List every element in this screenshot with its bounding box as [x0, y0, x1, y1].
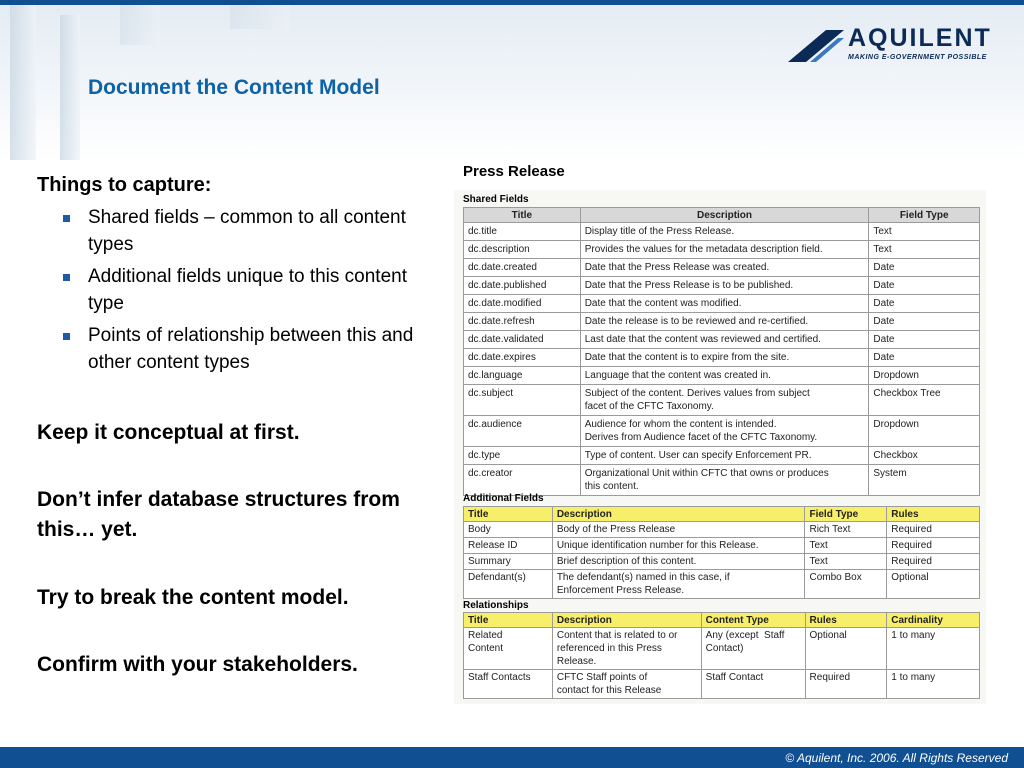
statement-break: Try to break the content model. — [37, 586, 349, 609]
table-row — [464, 447, 980, 465]
column-header: Description — [580, 208, 869, 223]
table-cell: Body — [464, 522, 553, 538]
table-cell: System — [869, 465, 980, 496]
square-bullet-icon — [63, 215, 70, 222]
table-cell: Required — [887, 522, 980, 538]
table-cell: Date that the content was modified. — [580, 295, 869, 313]
table-cell: dc.audience — [464, 416, 581, 447]
table-row — [464, 522, 980, 538]
column-header: Field Type — [805, 507, 887, 522]
decorative-column — [120, 5, 160, 45]
table-cell: dc.date.validated — [464, 331, 581, 349]
relationships-caption: Relationships — [463, 600, 529, 611]
table-cell: dc.creator — [464, 465, 581, 496]
table-row — [464, 331, 980, 349]
column-header: Title — [464, 507, 553, 522]
table-row — [464, 295, 980, 313]
slide-title: Document the Content Model — [88, 76, 380, 99]
table-cell: Date — [869, 277, 980, 295]
column-header: Field Type — [869, 208, 980, 223]
column-header: Title — [464, 613, 553, 628]
column-header: Description — [552, 613, 701, 628]
table-cell: Related Content — [464, 628, 553, 670]
table-header-row — [464, 507, 980, 522]
table-row — [464, 570, 980, 599]
shared-fields-table — [463, 207, 980, 496]
table-cell: Checkbox Tree — [869, 385, 980, 416]
table-cell: Subject of the content. Derives values from subject facet of the CFTC Taxonomy. — [580, 385, 869, 416]
table-cell: Optional — [805, 628, 887, 670]
table-cell: Text — [869, 241, 980, 259]
footer-bar — [0, 747, 1024, 768]
table-cell: dc.date.expires — [464, 349, 581, 367]
table-row — [464, 554, 980, 570]
relationships-table — [463, 612, 980, 699]
table-cell: Display title of the Press Release. — [580, 223, 869, 241]
capture-bullet — [37, 322, 437, 376]
logo-swoosh-icon — [786, 28, 846, 64]
table-cell: Date that the Press Release is to be published. — [580, 277, 869, 295]
table-cell: Date the release is to be reviewed and re-certified. — [580, 313, 869, 331]
capture-bullet — [37, 204, 437, 258]
table-row — [464, 259, 980, 277]
table-cell: Date — [869, 313, 980, 331]
capture-bullet-text: Shared fields – common to all content types — [88, 207, 406, 255]
capture-list — [37, 204, 437, 376]
table-cell: Dropdown — [869, 367, 980, 385]
table-cell: Checkbox — [869, 447, 980, 465]
table-row — [464, 313, 980, 331]
table-row — [464, 416, 980, 447]
table-cell: Date — [869, 331, 980, 349]
table-row — [464, 277, 980, 295]
additional-fields-caption: Additional Fields — [463, 493, 544, 504]
content-model-panel — [454, 190, 986, 704]
table-cell: dc.date.refresh — [464, 313, 581, 331]
table-row — [464, 367, 980, 385]
logo-tagline: MAKING E-GOVERNMENT POSSIBLE — [848, 54, 987, 61]
content-left-column — [37, 172, 437, 680]
statement-conceptual: Keep it conceptual at first. — [37, 421, 300, 444]
table-cell: Date — [869, 259, 980, 277]
column-header: Rules — [887, 507, 980, 522]
table-cell: Text — [869, 223, 980, 241]
copyright-text: © Aquilent, Inc. 2006. All Rights Reserved — [785, 751, 1008, 765]
table-cell: Dropdown — [869, 416, 980, 447]
table-cell: The defendant(s) named in this case, if Enforcement Press Release. — [552, 570, 805, 599]
square-bullet-icon — [63, 274, 70, 281]
table-cell: Required — [805, 670, 887, 699]
statement-confirm: Confirm with your stakeholders. — [37, 653, 358, 676]
column-header: Content Type — [701, 613, 805, 628]
table-cell: Language that the content was created in. — [580, 367, 869, 385]
table-cell: Text — [805, 554, 887, 570]
table-cell: Staff Contact — [701, 670, 805, 699]
table-cell: Optional — [887, 570, 980, 599]
table-cell: 1 to many — [887, 628, 980, 670]
table-cell: dc.language — [464, 367, 581, 385]
table-cell: Audience for whom the content is intended. Derives from Audience facet of the CFTC Taxonomy. — [580, 416, 869, 447]
column-header: Description — [552, 507, 805, 522]
table-cell: CFTC Staff points of contact for this Release — [552, 670, 701, 699]
table-cell: dc.date.created — [464, 259, 581, 277]
table-cell: Date that the content is to expire from the site. — [580, 349, 869, 367]
decorative-column — [60, 15, 80, 160]
statement-database: Don’t infer database structures from this… yet. — [37, 488, 400, 541]
table-cell: Date — [869, 349, 980, 367]
table-row — [464, 465, 980, 496]
decorative-column — [230, 5, 290, 29]
table-cell: Staff Contacts — [464, 670, 553, 699]
table-cell: dc.type — [464, 447, 581, 465]
table-header-row — [464, 208, 980, 223]
company-logo — [786, 26, 1000, 66]
table-cell: Brief description of this content. — [552, 554, 805, 570]
table-cell: Defendant(s) — [464, 570, 553, 599]
table-cell: Required — [887, 538, 980, 554]
capture-bullet — [37, 263, 437, 317]
column-header: Title — [464, 208, 581, 223]
square-bullet-icon — [63, 333, 70, 340]
table-cell: Unique identification number for this Release. — [552, 538, 805, 554]
capture-bullet-text: Points of relationship between this and other content types — [88, 325, 414, 373]
table-cell: dc.date.published — [464, 277, 581, 295]
capture-bullet-text: Additional fields unique to this content type — [88, 266, 407, 314]
things-heading: Things to capture: — [37, 174, 212, 196]
table-cell: dc.date.modified — [464, 295, 581, 313]
table-cell: Release ID — [464, 538, 553, 554]
table-row — [464, 385, 980, 416]
table-cell: Date that the Press Release was created. — [580, 259, 869, 277]
table-cell: Provides the values for the metadata description field. — [580, 241, 869, 259]
table-cell: Last date that the content was reviewed and certified. — [580, 331, 869, 349]
table-row — [464, 241, 980, 259]
press-release-title: Press Release — [463, 163, 565, 180]
table-cell: Any (except Staff Contact) — [701, 628, 805, 670]
table-row — [464, 670, 980, 699]
table-cell: Rich Text — [805, 522, 887, 538]
table-cell: dc.title — [464, 223, 581, 241]
table-cell: Text — [805, 538, 887, 554]
table-row — [464, 349, 980, 367]
column-header: Cardinality — [887, 613, 980, 628]
table-cell: Content that is related to or referenced in this Press Release. — [552, 628, 701, 670]
table-cell: Body of the Press Release — [552, 522, 805, 538]
table-row — [464, 223, 980, 241]
table-row — [464, 538, 980, 554]
table-cell: Type of content. User can specify Enforcement PR. — [580, 447, 869, 465]
table-cell: dc.subject — [464, 385, 581, 416]
table-cell: dc.description — [464, 241, 581, 259]
table-row — [464, 628, 980, 670]
table-cell: Organizational Unit within CFTC that owns or produces this content. — [580, 465, 869, 496]
shared-fields-caption: Shared Fields — [463, 194, 529, 205]
table-cell: Required — [887, 554, 980, 570]
additional-fields-table — [463, 506, 980, 599]
column-header: Rules — [805, 613, 887, 628]
table-cell: Summary — [464, 554, 553, 570]
table-cell: Date — [869, 295, 980, 313]
table-cell: Combo Box — [805, 570, 887, 599]
logo-wordmark: AQUILENT — [848, 24, 992, 52]
table-header-row — [464, 613, 980, 628]
table-cell: 1 to many — [887, 670, 980, 699]
decorative-column — [10, 5, 36, 160]
